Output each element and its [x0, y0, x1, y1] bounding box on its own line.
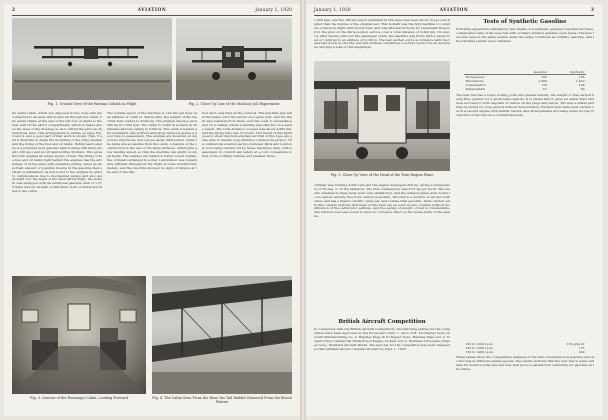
table-cell: 152 g/hp.hr — [566, 342, 585, 346]
table-cell: 178 — [541, 83, 547, 87]
right-col-b-text: cylinder was running 3,000 rpm and the engine developed 300 hp, giving a temperature of 65 deg. C. in the radiators. The fuel consumption was 0.27 kg per hp-hr. The results obtained in these tests were very satisfactory, and the exhaust gases were found to be almost entirely free from carbon monoxide. The fuel is a mixture of alcohol with ether, and has a higher calorific value per unit volume than gasoline. Tests carried out in this country indicate that fuels of this kind can be used in aero engines without modification of the carburetor settings, and the saving of weight of fuel is considerable. The mixture used was found to have no corrosive effect on the metal parts of the engine. — [314, 184, 450, 219]
table-cell: Revolutions — [465, 79, 484, 83]
wing-structure-icon — [152, 276, 292, 394]
plane-nose-icon — [314, 61, 450, 171]
table-cell: Consumption — [465, 83, 486, 87]
table-cell: Horsepower — [465, 75, 485, 79]
fig3-caption: Fig. 3. Interior of the Passenger Cabin, Looking Forward — [30, 396, 128, 400]
comparison-table — [464, 70, 586, 91]
table-row — [464, 350, 586, 354]
photo-plane-nose — [314, 61, 450, 171]
header-rule — [314, 15, 594, 16]
left-col2-text: The normal speed of the machine is 120 km per hour at an altitude of 1,000 m. Before this, the weight of the machine fully loaded is 4,500 kg. The engines develop each 260 hp at 1,500 rpm. The climb to 3,000 m is made in 30 minutes and the ceiling is 5,000 m. The cabin is heated and ventilated, and is fitted with large windows giving a good view to passengers. The engines are mounted on steel tube structures, and can be easily dismounted, while the tanks are accessible from the cabin. A feature of the construction is the use of the large surfaces, which give a low landing speed, so that the machine can alight on small fields. The engines are Salmson water-cooled radials, the cylinders arranged in a star. Lubrication was remarkably efficient throughout the flight of some hundred kilometers, and the machine showed no signs of fatigue at the end of the trip. — [107, 112, 197, 174]
right-running-head — [314, 7, 594, 15]
page-number: 2 — [12, 7, 16, 12]
table-cell: 155 — [578, 75, 585, 79]
fig4-caption: Fig. 4. The Cabin Seen From the Rear, the Tail Rudder Removed From the Bench Fixture — [152, 396, 292, 404]
synthetic-heading: Tests of Synthetic Gasoline — [483, 19, 567, 25]
left-col1-text: Its wider cabin, which are disposed in two rows and are connected to an aisle which runs all through the cabin. The aerial visible at the end of the left row of chairs is the rear wall of the pilot's compartment, which is raised above the level of the fuselage so as to afford the pilot an unrestricted view. This arrangement is visible on page Fig. 3 and 4, and a good part of that work is shown. Figs. 5 and 6 illustrate in detail the mounting of the wing engines and the fixing of the fuel and oil tanks. Behind each engine is a pressure feed gasoline tank holding 200 liters (nearly 100 gal.) and an oil tank holding 50 liters. This gives the twin engines an ample supply of fuel. The fixing of the fuel and oil tanks right behind the engines has the advantage of doing away with extensive piping, saves an important amount of possible trouble in the gasoline feed system is eliminated. As fuel is fed to the engines by gravity, complications due to mechanical pumps and also are avoided. For the flight of the West Africa flight, the Goliath was equipped with an additional gasoline tank of 1,375 liters and an oil tank of 200 liters, both of which are fitted to the cabin. — [12, 112, 102, 194]
table-cell: 175 — [578, 346, 585, 350]
table-cell: 145 to 1300 r.p.m. — [465, 346, 494, 350]
table-cell: 150 — [541, 75, 547, 79]
fig2-caption: Fig. 2. Close-Up Line of the Machine Job Experiment — [188, 102, 280, 106]
fig1-caption: Fig. 1. Ground View of the Farman Goliath in Flight — [47, 102, 137, 106]
table-cell: 1,420 — [575, 79, 585, 83]
competition-heading: British Aircraft Competition — [338, 319, 426, 325]
synthetic-intro: Following apparently satisfactory test flights of a synthetic gasoline reported last June, comparative tests of the new fuel with ordinary aviation gasoline were made. The new fuel was used in the same engine under the same conditions as ordinary gasoline, and the following results were obtained: — [456, 28, 594, 43]
running-date: January 1, 1920 — [255, 7, 292, 12]
table-cell — [533, 350, 540, 354]
table-cell: 60 — [580, 87, 585, 91]
running-title: AVIATION — [137, 7, 167, 12]
cabin-interior-icon — [12, 276, 146, 394]
right-top-text: 1,000 rpm, and the official output published in this issue has been about 10 per cent higher than the figures of the original test. This Goliath was the first machine to complete a ten-hour flight with its full load, and was afterwards flown by Lieutenant Bossoutrot, the pilot on the Paris-London service, over a total distance of 2,200 km. On Aug. 14, after having removed the passenger cabin, the machine was flown with a useful load of 1,000 kg to an altitude of 5,100 m. The test carried out in accordance with the rules laid down by the FAI, and this altitude constitutes a world's record for an aeroplane carrying a load of this magnitude. — [314, 19, 450, 50]
table-cell: 61 — [543, 87, 547, 91]
competition-text: In connection with the British Aircraft Competition, the following entries for the competition have been approved by the Royal Aero Club: 1. Airco D.H. 18 (Napier Lion), Aircraft Manufacturing Co. 2. Handley Page W. 8 (Napier Lion), Handley Page Ltd. 3. Vickers Vimy Commercial (Rolls-Royce Eagle), Vickers Ltd. 4. Westland Limousine (Napier Lion), Westland Aircraft Works. The last day for the competition has been changed so that entrants should complete all tests by Sept. 1, 1920. — [314, 328, 450, 351]
table-cell: 130 to 1200 r.p.m. — [465, 342, 494, 346]
left-page — [4, 4, 300, 416]
photo-cabin-rear — [152, 276, 292, 394]
photo-cabin-interior — [12, 276, 146, 394]
table-header-cell: Gasoline — [514, 70, 549, 75]
page-number: 3 — [590, 7, 594, 12]
table-header-cell: Synthetic — [549, 70, 587, 75]
photo-plane-in-flight — [12, 18, 172, 100]
photo-plane-close-up — [176, 18, 292, 100]
table-row — [464, 87, 586, 91]
table-cell: 168 — [578, 83, 585, 87]
table-cell: 200 — [578, 350, 585, 354]
synthetic-body: The new fuel has a lower boiling point and greater density, the weight of fuel carried being thus greater for a given tank capacity. It is stated that it gives an easier start and does not tend to form deposits of carbon on the plugs and valves. The fuel is stable and may be stored for long periods without deterioration. Further tests have been carried out in a second engine with similar results, and arrangements are being made for the production of the fuel on a commercial scale. — [456, 94, 594, 117]
running-title: AVIATION — [439, 7, 469, 12]
table-cell: Temperature — [465, 87, 486, 91]
left-col3-text: tion pilot, was then at the controls. The machine was left at Bordeaux until the return of a spare part, and the flight was resumed from there over the coast to Casablanca and on to Dakar, where a landing was effected on a sandy beach. The total distance covered was about 4,800 km, and the flying time was 33 hours. The result of this flight goes to show that twin-engined aircraft of this type are quite able to sustain long-distance commercial service. The commercial aviation service between Paris and London is now being carried out by these machines daily, with passengers in comfort and safety at a cost comparable to that of the ordinary railway and steamer fares. — [202, 112, 292, 158]
biplane-icon — [12, 18, 172, 100]
grounded-plane-icon — [176, 18, 292, 100]
left-running-head — [12, 7, 292, 15]
right-page — [306, 4, 602, 416]
consumption-table — [464, 342, 586, 354]
synthetic-footer: These tables show the comparative analyses of the fuel consumption at gasoline and alcohol fuel at different engine speeds. The results indicate that the new fuel is quite suitable for aviation purposes and may well prove a satisfactory substitute for gasoline in the future. — [456, 356, 594, 371]
header-rule — [12, 15, 292, 16]
fig5-caption: Fig. 5. Close-Up View of the Head of the Twin-Engine Plane — [330, 173, 434, 177]
table-cell: 1,400 — [538, 79, 547, 83]
table-cell: 150 to 1400 r.p.m. — [465, 350, 494, 354]
running-date: January 1, 1920 — [314, 7, 351, 12]
